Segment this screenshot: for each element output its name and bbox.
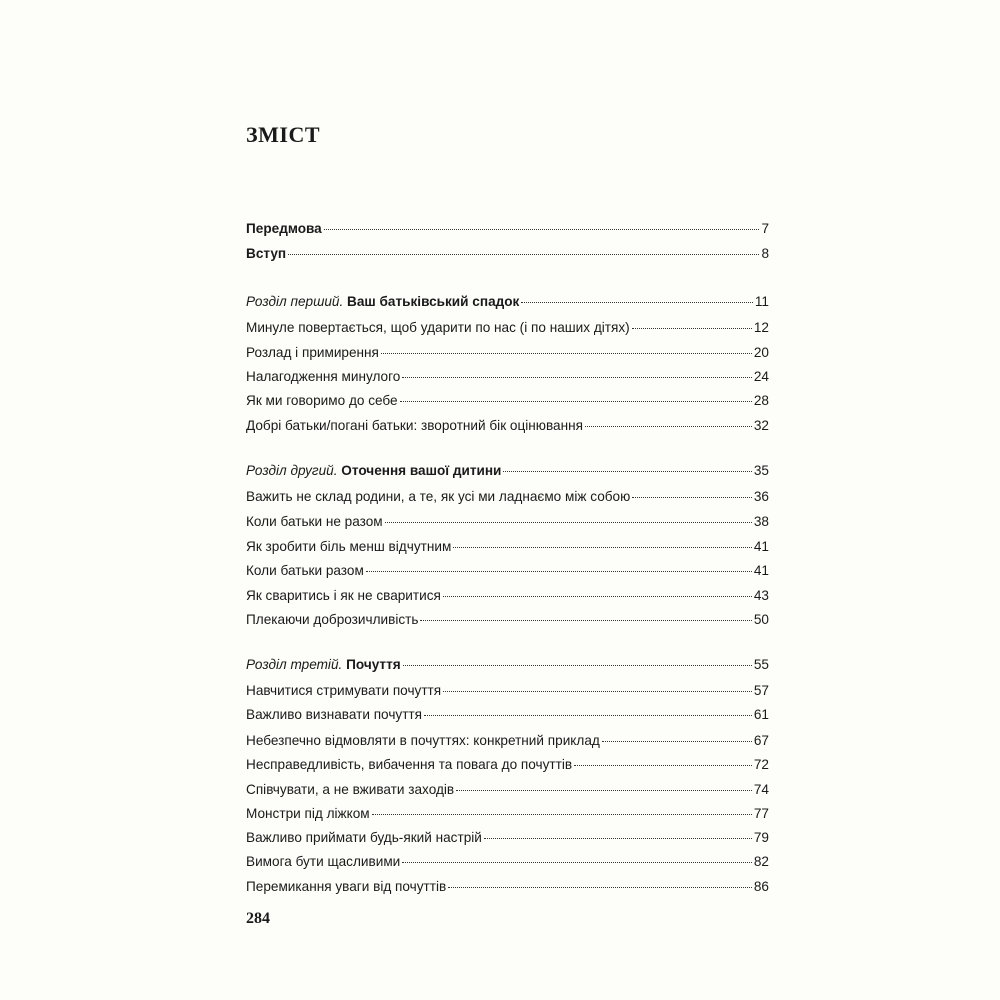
toc-section-entry (246, 852, 769, 872)
entry-page-number: 50 (753, 612, 769, 627)
dot-leader (585, 426, 752, 427)
dot-leader (574, 765, 752, 766)
dot-leader (381, 353, 752, 354)
toc-section-entry (246, 681, 769, 701)
dot-leader (443, 691, 752, 692)
entry-title: Вступ (246, 246, 287, 261)
entry-title: Важливо визнавати почуття (246, 707, 423, 722)
entry-title: Як сваритись і як не сваритися (246, 588, 441, 603)
entry-page-number: 20 (753, 345, 769, 360)
dot-leader (453, 547, 752, 548)
entry-title: Вимога бути щасливими (246, 854, 401, 869)
dot-leader (385, 522, 752, 523)
toc-section-entry (246, 731, 769, 751)
entry-page-number: 8 (761, 246, 769, 261)
chapter-name: Ваш батьківський спадок (347, 294, 520, 309)
entry-page-number: 55 (753, 657, 769, 672)
entry-title: Навчитися стримувати почуття (246, 683, 442, 698)
toc-section-entry (246, 755, 769, 775)
dot-leader (372, 814, 752, 815)
toc-section-entry (246, 318, 769, 338)
entry-page-number: 38 (753, 514, 769, 529)
entry-page-number: 36 (753, 489, 769, 504)
toc-front-entry (246, 219, 769, 239)
dot-leader (503, 471, 751, 472)
entry-page-number: 43 (753, 588, 769, 603)
entry-title: Перемикання уваги від почуттів (246, 879, 447, 894)
dot-leader (424, 715, 752, 716)
entry-title: Добрі батьки/погані батьки: зворотний бік оцінювання (246, 418, 583, 433)
page-number: 284 (246, 910, 270, 927)
dot-leader (366, 571, 752, 572)
toc-section-entry (246, 343, 769, 363)
entry-page-number: 41 (753, 539, 769, 554)
toc-chapter-entry (246, 292, 769, 312)
entry-title: Передмова (246, 221, 322, 236)
dot-leader (402, 377, 752, 378)
entry-page-number: 35 (753, 463, 769, 478)
entry-page-number: 86 (753, 879, 769, 894)
entry-page-number: 67 (753, 733, 769, 748)
chapter-number: Розділ перший. (246, 294, 344, 309)
entry-page-number: 11 (754, 294, 769, 309)
entry-title (246, 461, 501, 481)
chapter-number: Розділ третій. (246, 657, 343, 672)
toc-section-entry (246, 367, 769, 387)
dot-leader (420, 620, 751, 621)
entry-title: Як ми говоримо до себе (246, 393, 398, 408)
dot-leader (443, 596, 752, 597)
toc-chapter-entry (246, 655, 769, 675)
dot-leader (448, 887, 752, 888)
dot-leader (632, 328, 752, 329)
entry-title: Плекаючи доброзичливість (246, 612, 419, 627)
toc-section-entry (246, 610, 769, 630)
dot-leader (484, 838, 752, 839)
entry-page-number: 12 (753, 320, 769, 335)
entry-page-number: 82 (753, 854, 769, 869)
chapter-name: Оточення вашої дитини (341, 463, 502, 478)
entry-page-number: 79 (753, 830, 769, 845)
toc-section-entry (246, 391, 769, 411)
dot-leader (324, 229, 760, 230)
dot-leader (521, 302, 753, 303)
toc-chapter-entry (246, 461, 769, 481)
entry-title (246, 292, 519, 312)
entry-page-number: 57 (753, 683, 769, 698)
toc-section-entry (246, 586, 769, 606)
entry-title: Розлад і примирення (246, 345, 379, 360)
entry-title: Співчувати, а не вживати заходів (246, 782, 455, 797)
entry-title: Минуле повертається, щоб ударити по нас (і по наших дітях) (246, 320, 630, 335)
toc-section-entry (246, 561, 769, 581)
entry-title: Налагодження минулого (246, 369, 401, 384)
entry-title: Коли батьки разом (246, 563, 364, 578)
dot-leader (403, 665, 752, 666)
entry-page-number: 7 (761, 221, 769, 236)
toc-section-entry (246, 416, 769, 436)
toc-section-entry (246, 512, 769, 532)
entry-page-number: 24 (753, 369, 769, 384)
entry-page-number: 61 (753, 707, 769, 722)
entry-title: Небезпечно відмовляти в почуттях: конкретний приклад (246, 733, 600, 748)
entry-page-number: 41 (753, 563, 769, 578)
entry-title: Важить не склад родини, а те, як усі ми ладнаємо між собою (246, 489, 631, 504)
entry-page-number: 74 (753, 782, 769, 797)
chapter-number: Розділ другий. (246, 463, 338, 478)
dot-leader (400, 401, 752, 402)
entry-page-number: 32 (753, 418, 769, 433)
entry-title: Коли батьки не разом (246, 514, 383, 529)
toc-section-entry (246, 877, 769, 897)
entry-page-number: 28 (753, 393, 769, 408)
toc-section-entry (246, 828, 769, 848)
entry-title: Як зробити біль менш відчутним (246, 539, 452, 554)
toc-section-entry (246, 780, 769, 800)
toc-section-entry (246, 804, 769, 824)
dot-leader (602, 741, 752, 742)
entry-page-number: 72 (753, 757, 769, 772)
entry-title (246, 655, 401, 675)
toc-front-entry (246, 244, 769, 264)
entry-title: Монстри під ліжком (246, 806, 370, 821)
dot-leader (632, 497, 752, 498)
dot-leader (402, 862, 752, 863)
toc-section-entry (246, 705, 769, 725)
dot-leader (288, 254, 759, 255)
chapter-name: Почуття (346, 657, 401, 672)
entry-page-number: 77 (753, 806, 769, 821)
dot-leader (456, 790, 752, 791)
page-title: ЗМІСТ (246, 122, 320, 147)
toc-section-entry (246, 537, 769, 557)
toc-section-entry (246, 487, 769, 507)
entry-title: Важливо приймати будь-який настрій (246, 830, 482, 845)
entry-title: Несправедливість, вибачення та повага до почуттів (246, 757, 573, 772)
